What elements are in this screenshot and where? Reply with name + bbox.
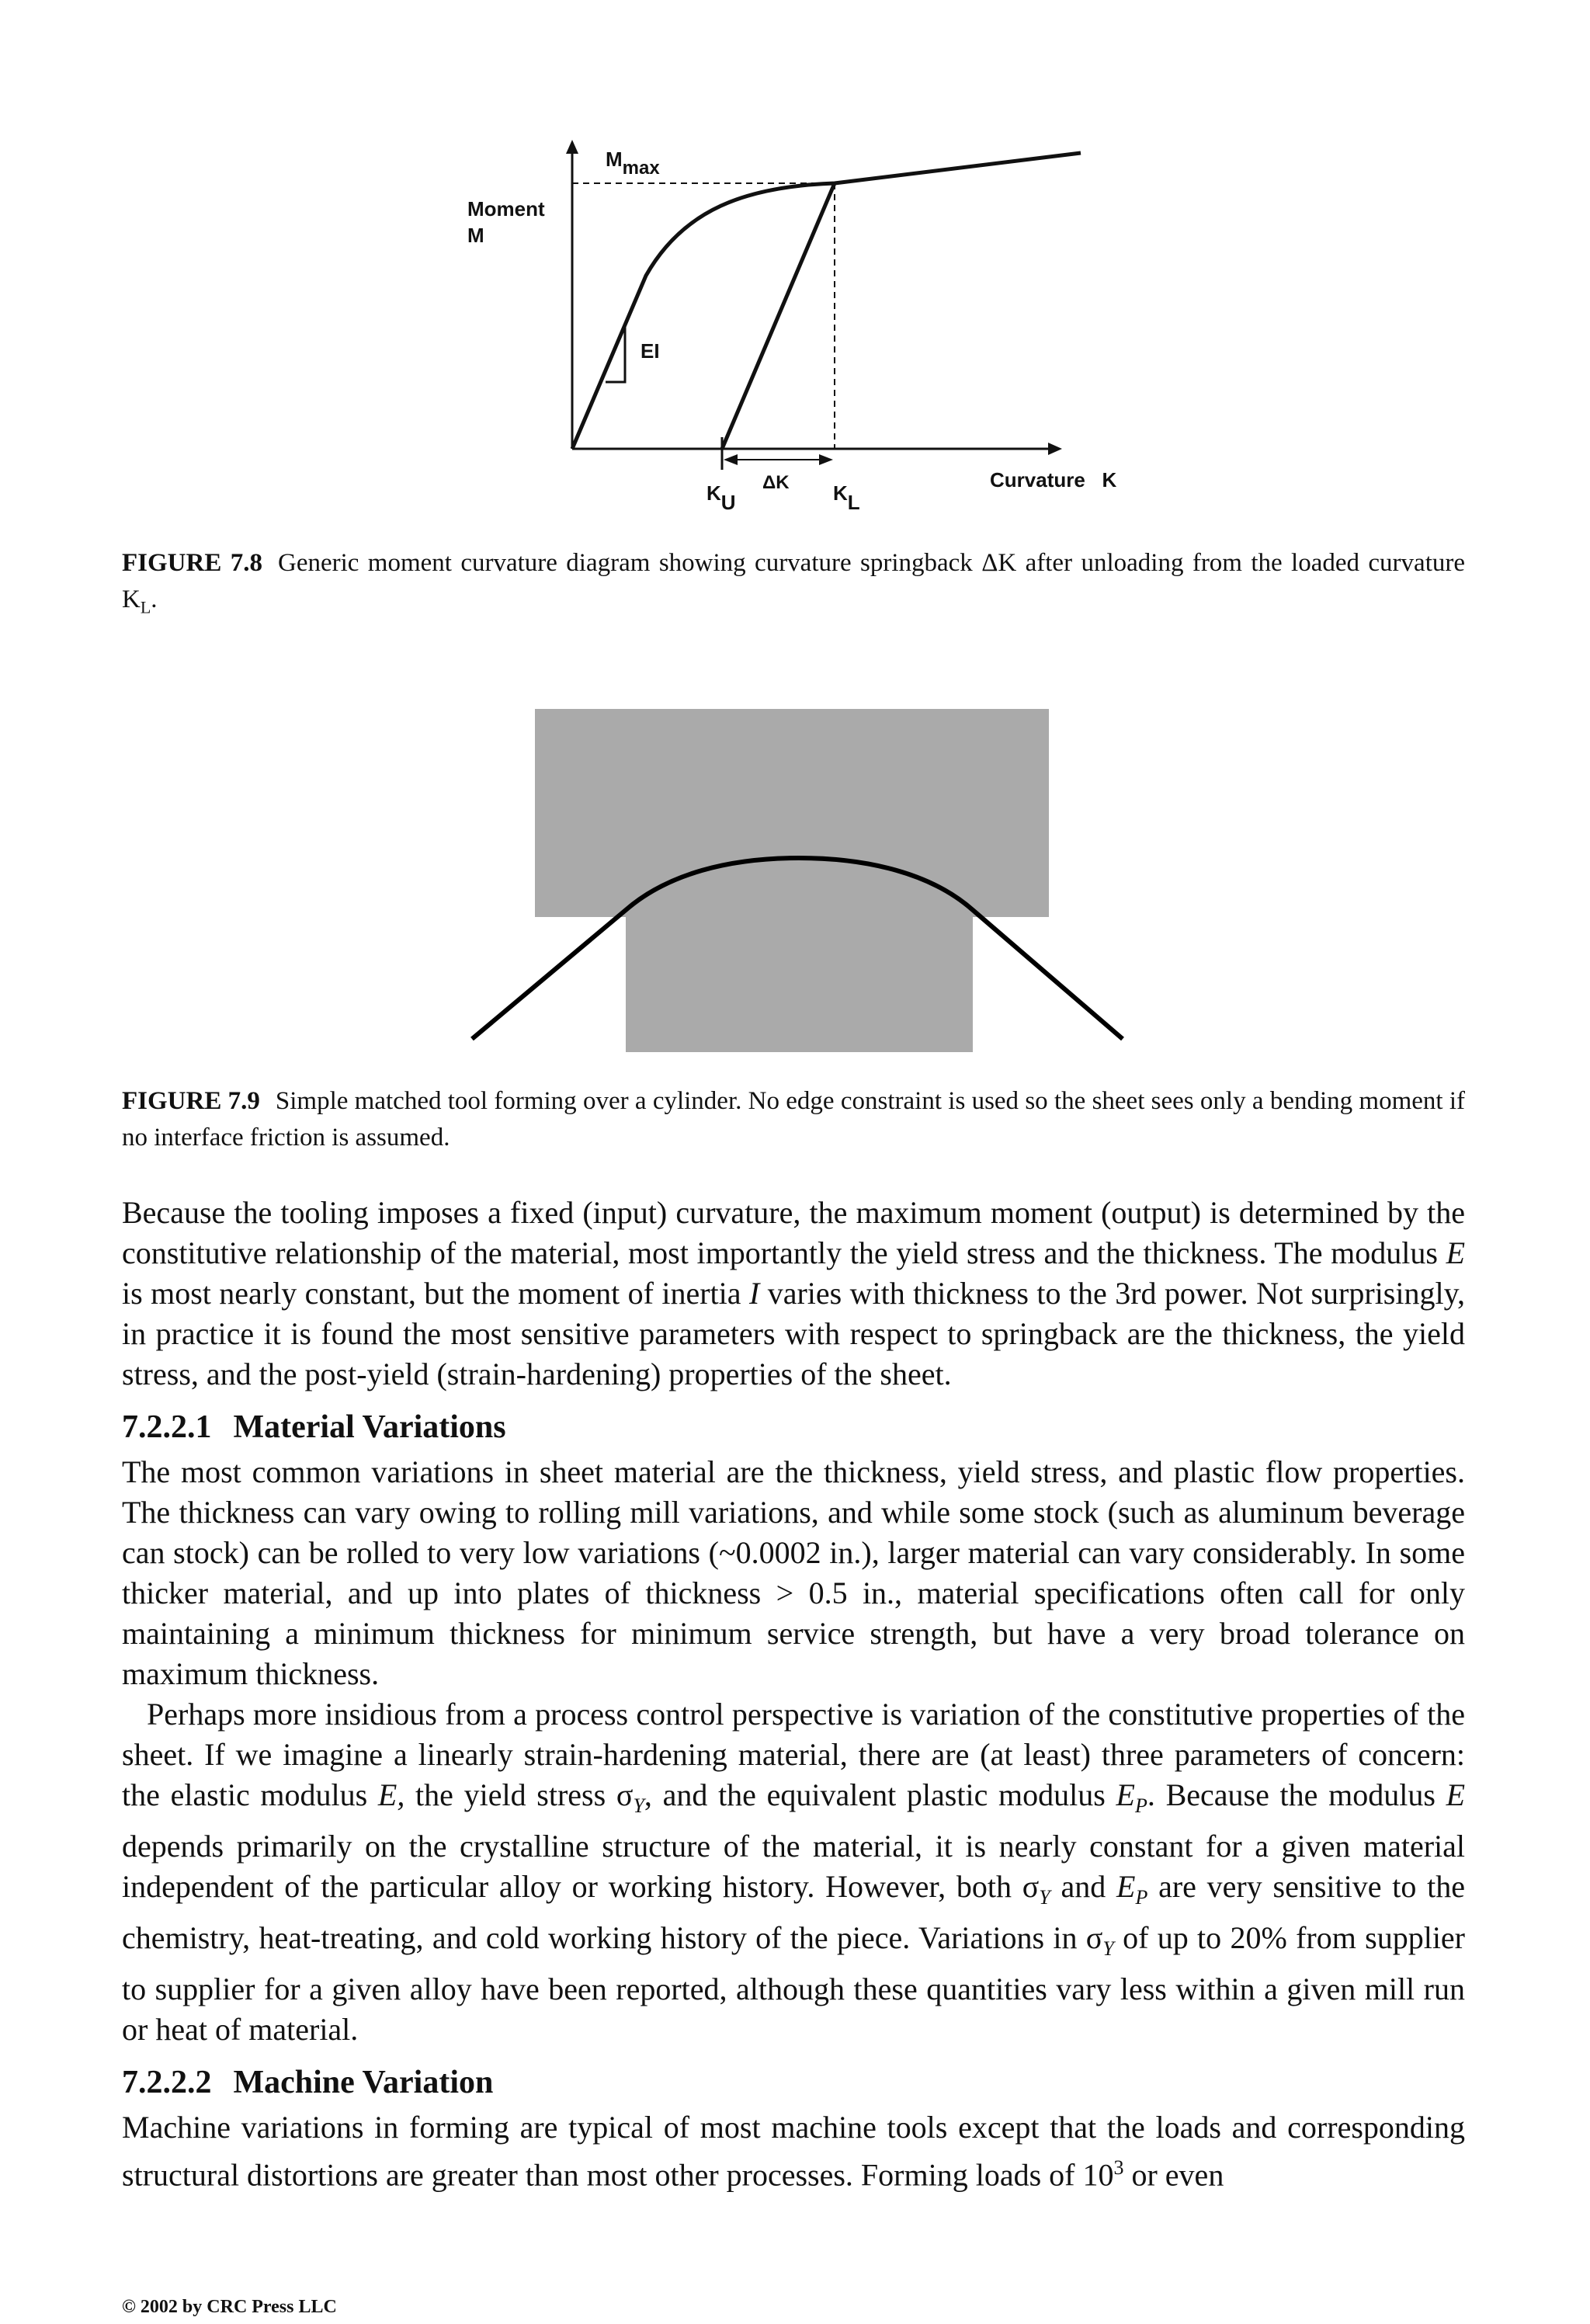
body-text [122,1193,1465,2195]
material-variations-paragraph-1: The most common variations in sheet material are the thickness, yield stress, and plastic flow properties. The thickness can vary owing to rolling mill variations, and while some stock (such as aluminum beverage can stock) can be rolled to very low variations (~0.0002 in.), larger material can vary considerably. In some thicker material, and up into plates of thickness > 0.5 in., material specifications often call for only maintaining a minimum thickness for minimum service strength, but have a very broad tolerance on maximum thickness. [122,1454,1465,1691]
copyright-footer: © 2002 by CRC Press LLC [122,2297,337,2317]
figure-7-9-caption: FIGURE 7.9 Simple matched tool forming over a cylinder. No edge constraint is used so the sheet sees only a bending moment if no interface friction is assumed. [122,1087,1466,1152]
figure-7-8-caption: FIGURE 7.8 Generic moment curvature diagram showing curvature springback ΔK after unloading from the loaded curvature $K_L$. [122,549,1465,617]
material-variations-paragraph-2: Perhaps more insidious from a process control perspective is variation of the constitutive properties of the sheet. If we imagine a linearly strain-hardening material, there are (at least) three parameters of concern: the elastic modulus E, the yield stress $\sigma_Y$, and the equivalent plastic modulus $E_P$. Because the modulus E depends primarily on the crystalline structure of the material, it is nearly constant for a given material independent of the particular alloy or working history. However, both $\sigma_Y$ and $E_P$ are very sensitive to the chemistry, heat-treating, and cold working history of the piece. Variations in $\sigma_Y$ of up to 20% from supplier to supplier for a given alloy have been reported, although these quantities vary less within a given mill run or heat of material. [122,1697,1466,2047]
section-heading-machine-variation: 7.2.2.2 Machine Variation [122,2065,494,2100]
ku-label: KU [706,481,736,514]
ei-label: EI [641,339,660,363]
curvature-axis-label: Curvature K [990,468,1117,492]
figure-7-8-caption-label: FIGURE 7.8 [122,549,262,577]
figure-7-9-diagram [0,0,1590,1087]
moment-axis-label: Moment M [467,197,545,247]
intro-paragraph: Because the tooling imposes a fixed (input) curvature, the maximum moment (output) is determined by the constitutive relationship of the material, most importantly the yield stress and the thickness. The modulus E is most nearly constant, but the moment of inertia I varies with thickness to the 3rd power. Not surprisingly, in practice it is found the most sensitive parameters with respect to springback are the thickness, the yield stress, and the post-yield (strain-hardening) properties of the sheet. [122,1195,1466,1391]
kl-label: KL [833,481,860,514]
section-heading-material-variations: 7.2.2.1 Material Variations [122,1409,506,1445]
figure-7-9-caption-label: FIGURE 7.9 [122,1087,260,1115]
machine-variation-paragraph: Machine variations in forming are typical of most machine tools except that the loads and corresponding structural distortions are greater than most other processes. Forming loads of $10^3$ or even [122,2110,1465,2193]
m-max-label: Mmax [606,148,660,179]
lower-tool [626,917,973,1052]
delta-k-label: ΔK [762,472,790,493]
